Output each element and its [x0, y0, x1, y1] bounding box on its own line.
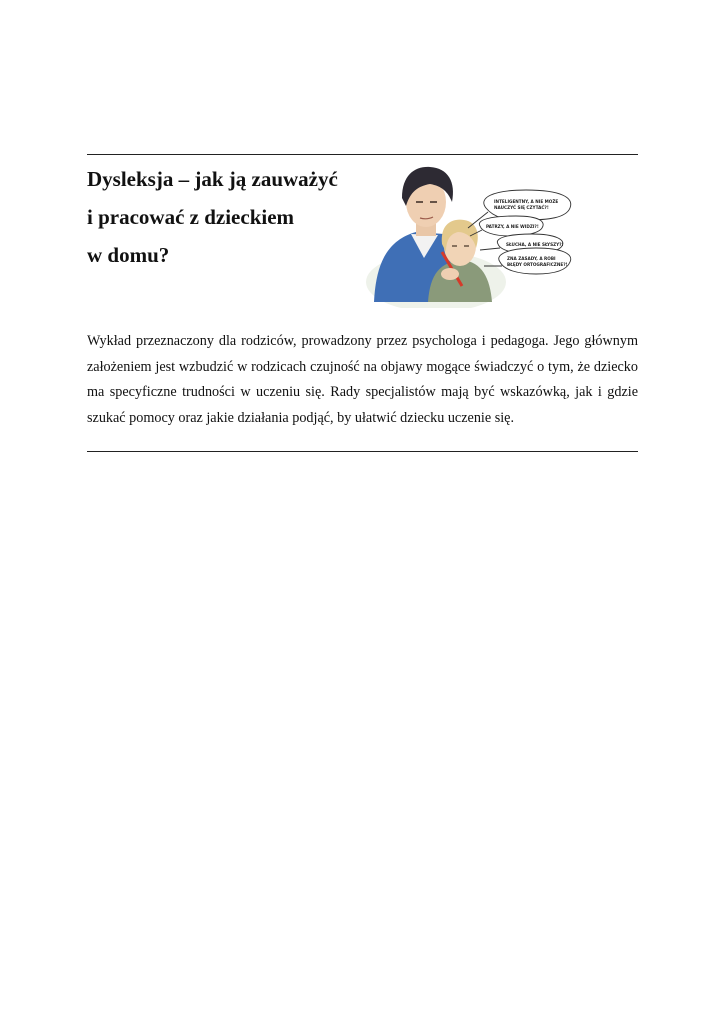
bubble-4-line-2: BŁĘDY ORTOGRAFICZNE?! [507, 262, 568, 267]
page-title [87, 160, 367, 274]
title-line-1: Dysleksja – jak ją zauważyć [87, 167, 338, 191]
top-rule [87, 154, 638, 155]
bubble-2: PATRZY, A NIE WIDZI?! [486, 224, 539, 229]
bubble-1-line-2: NAUCZYĆ SIĘ CZYTAĆ?! [494, 205, 549, 210]
bubble-4-line-1: ZNA ZASADY, A ROBI [507, 256, 556, 261]
description-paragraph: Wykład przeznaczony dla rodziców, prowadzony przez psychologa i pedagoga. Jego głównym założeniem jest wzbudzić w rodzicach czujność na objawy mogące świadczyć o tym, że dziecko ma specyficzne trudności w uczeniu się. Rady specjalistów mają być wskazówką, jak i gdzie szukać pomocy oraz jakie działania podjąć, by ułatwić dziecku uczenie się. [87, 333, 638, 426]
bubble-1-line-1: INTELIGENTNY, A NIE MOŻE [494, 199, 559, 204]
bottom-rule [87, 451, 638, 452]
dyslexia-illustration [366, 162, 578, 308]
title-line-2: i pracować z dzieckiem [87, 205, 295, 229]
title-line-3: w domu? [87, 243, 170, 267]
bubble-3: SŁUCHA, A NIE SŁYSZY?! [506, 242, 564, 247]
